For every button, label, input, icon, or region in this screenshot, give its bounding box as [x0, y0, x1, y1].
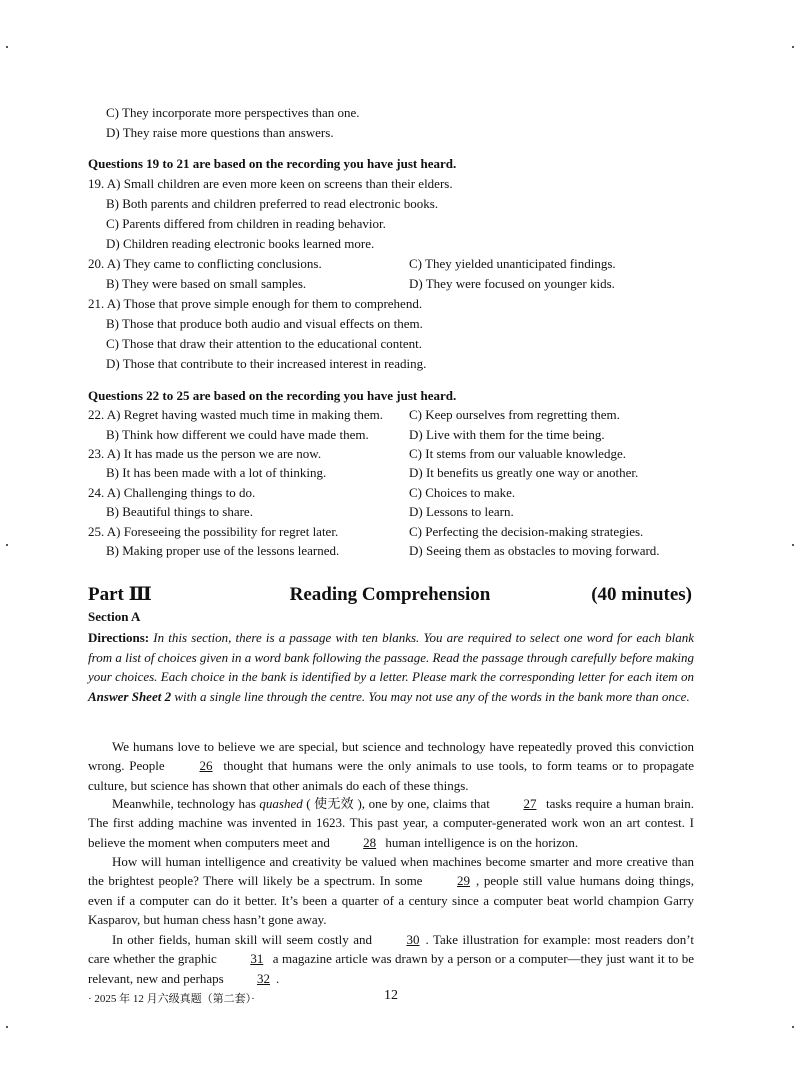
crop-mark — [792, 544, 794, 546]
q20-option-c: C) They yielded unanticipated findings. — [409, 256, 616, 271]
q22-option-b: B) Think how different we could have made them. — [106, 427, 369, 442]
crop-mark — [792, 46, 794, 48]
questions-19-21-header: Questions 19 to 21 are based on the recording you have just heard. — [88, 156, 457, 171]
q21-option-c: C) Those that draw their attention to the educational content. — [106, 336, 422, 351]
q25-option-c: C) Perfecting the decision-making strategies. — [409, 524, 644, 539]
q18-option-d: D) They raise more questions than answers. — [106, 125, 334, 140]
blank-26: 26 — [199, 758, 213, 774]
q20-option-a: 20. A) They came to conflicting conclusions. — [88, 256, 322, 271]
answer-sheet-label: Answer Sheet 2 — [88, 688, 172, 704]
passage-paragraph-2: Meanwhile, technology has quashed ( 使无效 ), one by one, claims that 27 tasks require a human brain. The first adding machine was invented in 1623. This past year, a computer-generated work won an art contest. I believe the moment when computers meet and 28 human intelligence is on the horizon. — [88, 794, 694, 852]
q22-option-d: D) Live with them for the time being. — [409, 427, 605, 442]
crop-mark — [792, 1026, 794, 1028]
page-number: 12 — [384, 988, 398, 1003]
passage-paragraph-1: We humans love to believe we are special, but science and technology have repeatedly proved this conviction wrong. People 26 thought that humans were the only animals to use tools, to form teams or to propagate culture, but science has shown that other animals do each of these things. — [88, 739, 694, 793]
q18-option-c: C) They incorporate more perspectives than one. — [106, 105, 360, 120]
q19-option-a: 19. A) Small children are even more keen on screens than their elders. — [88, 176, 453, 191]
blank-32: 32 — [256, 970, 270, 986]
crop-mark — [6, 1026, 8, 1028]
q21-option-a: 21. A) Those that prove simple enough for them to comprehend. — [88, 296, 423, 311]
crop-mark — [6, 46, 8, 48]
section-label: Section A — [88, 609, 141, 624]
directions-label: Directions: — [88, 630, 150, 645]
q23-option-d: D) It benefits us greatly one way or another. — [409, 465, 639, 480]
directions — [88, 628, 694, 706]
q25-option-a: 25. A) Foreseeing the possibility for regret later. — [88, 524, 339, 539]
blank-31: 31 — [250, 951, 264, 967]
directions-text-1: In this section, there is a passage with ten blanks. You are required to select one word for each blank from a list of choices given in a word bank following the passage. Read the passage through carefully before making your choices. Each choice in the bank is identified by a letter. Please mark the corresponding letter for each item on — [88, 630, 694, 684]
questions-22-25-header: Questions 22 to 25 are based on the recording you have just heard. — [88, 388, 457, 403]
passage-paragraph-4: In other fields, human skill will seem costly and 30 . Take illustration for example: most readers don’t care whether the graphic 31 a magazine article was drawn by a person or a computer—they just want it to be relevant, new and perhaps 32 . — [88, 930, 694, 988]
footer-exam-label: · 2025 年 12 月六级真题（第二套）· — [88, 993, 255, 1005]
q25-option-b: B) Making proper use of the lessons learned. — [106, 543, 340, 558]
q24-option-b: B) Beautiful things to share. — [106, 504, 253, 519]
q21-option-d: D) Those that contribute to their increased interest in reading. — [106, 356, 427, 371]
q23-option-a: 23. A) It has made us the person we are now. — [88, 446, 322, 461]
q19-option-c: C) Parents differed from children in reading behavior. — [106, 216, 386, 231]
blank-30: 30 — [406, 932, 420, 947]
q23-option-c: C) It stems from our valuable knowledge. — [409, 446, 626, 461]
q22-option-a: 22. A) Regret having wasted much time in making them. — [88, 407, 383, 422]
q24-option-a: 24. A) Challenging things to do. — [88, 485, 256, 500]
directions-text-2: with a single line through the centre. You may not use any of the words in the bank more than once. — [171, 688, 690, 704]
q19-option-d: D) Children reading electronic books learned more. — [106, 236, 375, 251]
passage-paragraph-3: How will human intelligence and creativity be valued when machines become smarter and more creative than the brightest people? There will likely be a spectrum. In some 29 , people still value humans doing things, even if a computer can do it better. It’s been a quarter of a century since a computer beat world champion Garry Kasparov, but human chess hasn’t gone away. — [88, 854, 694, 927]
q21-option-b: B) Those that produce both audio and visual effects on them. — [106, 316, 423, 331]
q20-option-d: D) They were focused on younger kids. — [409, 276, 615, 291]
q23-option-b: B) It has been made with a lot of thinking. — [106, 465, 327, 480]
q24-option-d: D) Lessons to learn. — [409, 504, 514, 519]
q19-option-b: B) Both parents and children preferred to read electronic books. — [106, 196, 439, 211]
q25-option-d: D) Seeing them as obstacles to moving forward. — [409, 543, 660, 558]
part-title: Reading Comprehension — [289, 584, 491, 605]
q24-option-c: C) Choices to make. — [409, 485, 516, 500]
part-time: (40 minutes) — [591, 584, 692, 605]
part-label: Part Ⅲ — [88, 584, 152, 605]
q22-option-c: C) Keep ourselves from regretting them. — [409, 407, 620, 422]
blank-27: 27 — [523, 796, 537, 811]
blank-28: 28 — [363, 834, 377, 850]
q20-option-b: B) They were based on small samples. — [106, 276, 307, 291]
blank-29: 29 — [457, 873, 471, 889]
crop-mark — [6, 544, 8, 546]
